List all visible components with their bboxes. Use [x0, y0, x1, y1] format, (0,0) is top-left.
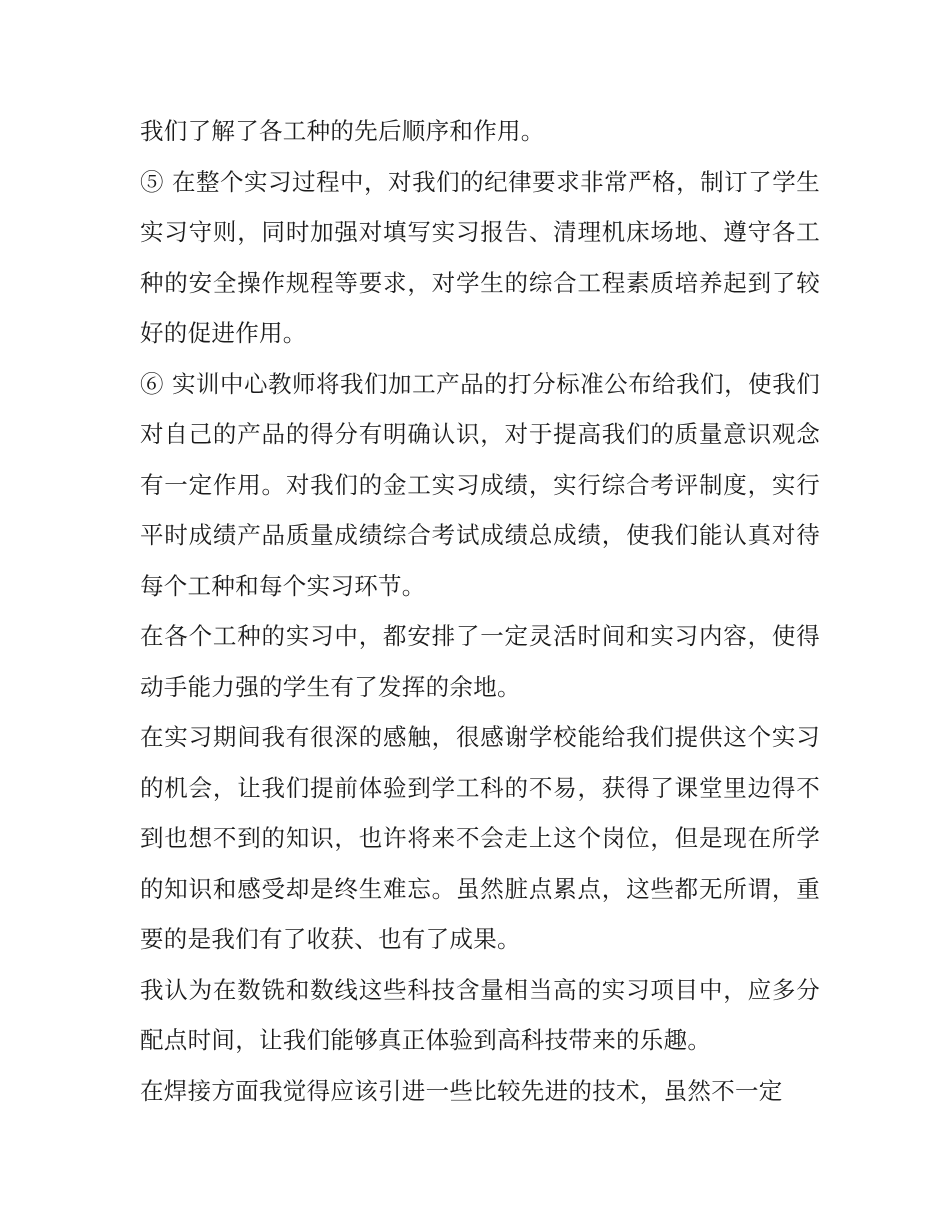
document-body: [140, 106, 820, 1116]
paragraph-6: 我认为在数铣和数线这些科技含量相当高的实习项目中，应多分配点时间，让我们能够真正体验到高科技带来的乐趣。: [140, 975, 820, 1054]
paragraph-3: ⑥ 实训中心教师将我们加工产品的打分标准公布给我们，使我们对自己的产品的得分有明确认识，对于提高我们的质量意识观念有一定作用。对我们的金工实习成绩，实行综合考评制度，实行平时成绩产品质量成绩综合考试成绩总成绩，使我们能认真对待每个工种和每个实习环节。: [140, 369, 820, 600]
paragraph-4: 在各个工种的实习中，都安排了一定灵活时间和实习内容，使得动手能力强的学生有了发挥的余地。: [140, 622, 820, 701]
paragraph-7: 在焊接方面我觉得应该引进一些比较先进的技术，虽然不一定: [140, 1076, 783, 1105]
paragraph-2: ⑤ 在整个实习过程中，对我们的纪律要求非常严格，制订了学生实习守则，同时加强对填写实习报告、清理机床场地、遵守各工种的安全操作规程等要求，对学生的综合工程素质培养起到了较好的促进作用。: [140, 167, 820, 347]
paragraph-1: 我们了解了各工种的先后顺序和作用。: [140, 117, 545, 145]
paragraph-5: 在实习期间我有很深的感触，很感谢学校能给我们提供这个实习的机会，让我们提前体验到学工科的不易，获得了课堂里边得不到也想不到的知识，也许将来不会走上这个岗位，但是现在所学的知识和感受却是终生难忘。虽然脏点累点，这些都无所谓，重要的是我们有了收获、也有了成果。: [140, 723, 820, 953]
